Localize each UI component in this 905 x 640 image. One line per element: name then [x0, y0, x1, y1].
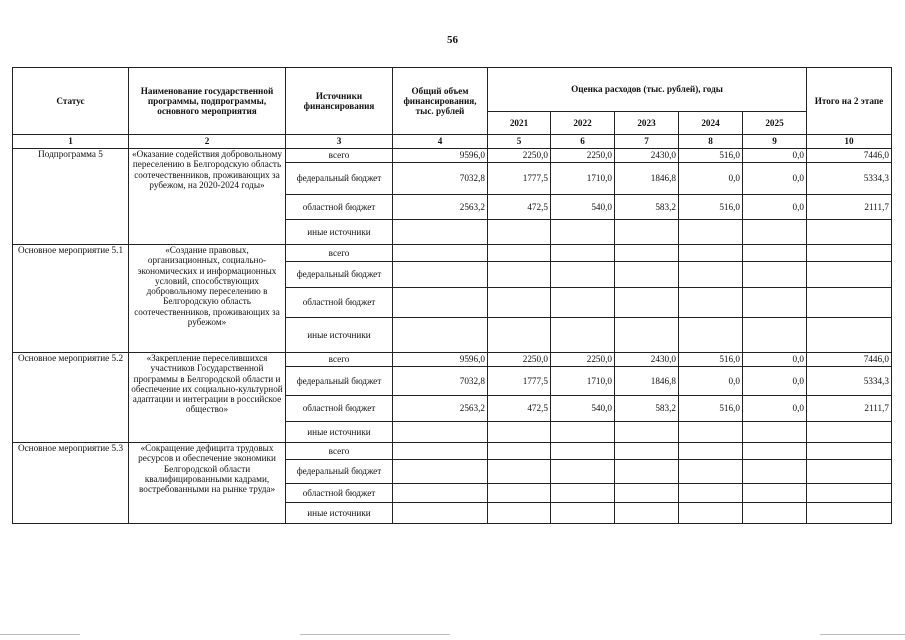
value-cell: 7032,8 — [393, 163, 488, 195]
value-cell — [551, 443, 615, 460]
value-cell: 516,0 — [679, 195, 743, 220]
col-number: 9 — [743, 135, 807, 149]
value-cell — [488, 262, 551, 288]
value-cell — [679, 318, 743, 353]
value-cell — [615, 503, 679, 524]
col-number: 6 — [551, 135, 615, 149]
value-cell: 472,5 — [488, 195, 551, 220]
source-cell: иные источники — [286, 503, 393, 524]
value-cell — [807, 245, 892, 262]
value-cell: 516,0 — [679, 149, 743, 163]
value-cell — [743, 503, 807, 524]
value-cell — [615, 460, 679, 484]
value-cell — [679, 460, 743, 484]
value-cell — [551, 484, 615, 503]
value-cell: 516,0 — [679, 396, 743, 422]
source-cell: иные источники — [286, 422, 393, 443]
value-cell — [488, 422, 551, 443]
source-cell: федеральный бюджет — [286, 460, 393, 484]
value-cell — [807, 318, 892, 353]
value-cell — [393, 443, 488, 460]
header-total-volume: Общий объем финансирования, тыс. рублей — [393, 68, 488, 135]
value-cell — [743, 262, 807, 288]
value-cell — [551, 288, 615, 318]
header-estimate: Оценка расходов (тыс. рублей), годы — [488, 68, 807, 112]
value-cell: 9596,0 — [393, 353, 488, 367]
value-cell: 1710,0 — [551, 367, 615, 396]
value-cell: 0,0 — [743, 149, 807, 163]
value-cell: 2111,7 — [807, 195, 892, 220]
value-cell — [488, 318, 551, 353]
value-cell — [679, 443, 743, 460]
value-cell — [743, 245, 807, 262]
value-cell: 9596,0 — [393, 149, 488, 163]
value-cell: 0,0 — [743, 367, 807, 396]
value-cell: 583,2 — [615, 195, 679, 220]
section-subprogram-5 — [13, 149, 892, 245]
value-cell: 1846,8 — [615, 163, 679, 195]
value-cell — [551, 422, 615, 443]
value-cell — [743, 460, 807, 484]
col-number: 1 — [13, 135, 129, 149]
row-name: «Оказание содействия добровольному переселению в Белгородскую область соотечественников, проживающих за рубежом, на 2020-2024 годы» — [129, 149, 286, 245]
col-number: 8 — [679, 135, 743, 149]
value-cell: 1777,5 — [488, 367, 551, 396]
value-cell: 0,0 — [743, 353, 807, 367]
value-cell — [393, 318, 488, 353]
value-cell — [488, 443, 551, 460]
value-cell — [393, 484, 488, 503]
value-cell — [393, 422, 488, 443]
value-cell: 2563,2 — [393, 396, 488, 422]
value-cell: 0,0 — [743, 195, 807, 220]
scan-edge-right — [820, 634, 905, 635]
value-cell — [393, 220, 488, 245]
value-cell — [551, 460, 615, 484]
section-activity-5-1 — [13, 245, 892, 353]
value-cell — [551, 245, 615, 262]
value-cell — [807, 422, 892, 443]
value-cell — [743, 318, 807, 353]
header-sources: Источники финансирования — [286, 68, 393, 135]
value-cell — [393, 460, 488, 484]
col-number: 2 — [129, 135, 286, 149]
value-cell — [807, 460, 892, 484]
value-cell: 5334,3 — [807, 163, 892, 195]
source-cell: федеральный бюджет — [286, 163, 393, 195]
header-year: 2025 — [743, 112, 807, 135]
value-cell: 7446,0 — [807, 353, 892, 367]
value-cell — [679, 484, 743, 503]
source-cell: всего — [286, 149, 393, 163]
value-cell — [615, 245, 679, 262]
value-cell — [488, 288, 551, 318]
header-status: Статус — [13, 68, 129, 135]
value-cell — [679, 503, 743, 524]
value-cell: 2250,0 — [488, 149, 551, 163]
value-cell — [679, 245, 743, 262]
value-cell — [615, 220, 679, 245]
value-cell: 0,0 — [743, 396, 807, 422]
source-cell: всего — [286, 443, 393, 460]
value-cell: 540,0 — [551, 195, 615, 220]
source-cell: иные источники — [286, 318, 393, 353]
value-cell: 2250,0 — [551, 353, 615, 367]
value-cell — [679, 262, 743, 288]
row-status: Основное мероприятие 5.2 — [13, 353, 129, 443]
header-year: 2023 — [615, 112, 679, 135]
value-cell — [743, 220, 807, 245]
table-row — [13, 353, 892, 367]
col-number: 3 — [286, 135, 393, 149]
value-cell — [807, 220, 892, 245]
value-cell — [393, 288, 488, 318]
row-name: «Сокращение дефицита трудовых ресурсов и обеспечение экономики Белгородской области квалифицированными кадрами, востребованными на рынке труда» — [129, 443, 286, 524]
value-cell: 0,0 — [679, 367, 743, 396]
value-cell — [393, 503, 488, 524]
col-number: 5 — [488, 135, 551, 149]
source-cell: иные источники — [286, 220, 393, 245]
table-row — [13, 443, 892, 460]
source-cell: всего — [286, 353, 393, 367]
header-stage-total: Итого на 2 этапе — [807, 68, 892, 135]
value-cell — [488, 484, 551, 503]
row-status: Основное мероприятие 5.3 — [13, 443, 129, 524]
value-cell — [679, 288, 743, 318]
value-cell: 472,5 — [488, 396, 551, 422]
value-cell — [393, 262, 488, 288]
value-cell — [488, 460, 551, 484]
value-cell: 1777,5 — [488, 163, 551, 195]
value-cell: 2250,0 — [551, 149, 615, 163]
value-cell — [615, 443, 679, 460]
value-cell — [488, 245, 551, 262]
value-cell — [615, 288, 679, 318]
source-cell: федеральный бюджет — [286, 262, 393, 288]
source-cell: всего — [286, 245, 393, 262]
value-cell — [615, 484, 679, 503]
section-activity-5-2 — [13, 353, 892, 443]
table-row — [13, 149, 892, 163]
value-cell — [679, 220, 743, 245]
value-cell — [393, 245, 488, 262]
value-cell: 0,0 — [679, 163, 743, 195]
value-cell — [551, 503, 615, 524]
row-status: Основное мероприятие 5.1 — [13, 245, 129, 353]
header-year: 2021 — [488, 112, 551, 135]
table-row — [13, 245, 892, 262]
budget-table — [12, 67, 892, 524]
value-cell: 1846,8 — [615, 367, 679, 396]
value-cell — [743, 484, 807, 503]
value-cell — [488, 220, 551, 245]
value-cell — [743, 288, 807, 318]
value-cell: 540,0 — [551, 396, 615, 422]
value-cell: 7032,8 — [393, 367, 488, 396]
value-cell: 5334,3 — [807, 367, 892, 396]
col-number: 7 — [615, 135, 679, 149]
source-cell: областной бюджет — [286, 396, 393, 422]
value-cell — [807, 503, 892, 524]
value-cell — [679, 422, 743, 443]
value-cell: 2111,7 — [807, 396, 892, 422]
value-cell: 7446,0 — [807, 149, 892, 163]
value-cell — [807, 484, 892, 503]
value-cell — [743, 422, 807, 443]
row-name: «Закрепление переселившихся участников Государственной программы в Белгородской области и обеспечение их социально-культурной адаптации и интеграции в российское общество» — [129, 353, 286, 443]
value-cell: 0,0 — [743, 163, 807, 195]
value-cell: 2430,0 — [615, 149, 679, 163]
value-cell — [807, 288, 892, 318]
section-activity-5-3 — [13, 443, 892, 524]
value-cell — [743, 443, 807, 460]
scan-edge-center — [300, 634, 450, 635]
value-cell: 2250,0 — [488, 353, 551, 367]
value-cell: 2563,2 — [393, 195, 488, 220]
source-cell: федеральный бюджет — [286, 367, 393, 396]
row-status: Подпрограмма 5 — [13, 149, 129, 245]
value-cell — [615, 318, 679, 353]
value-cell — [615, 422, 679, 443]
header-year: 2022 — [551, 112, 615, 135]
header-name: Наименование государственной программы, подпрограммы, основного мероприятия — [129, 68, 286, 135]
value-cell — [488, 503, 551, 524]
value-cell — [551, 220, 615, 245]
value-cell — [807, 443, 892, 460]
value-cell — [551, 318, 615, 353]
source-cell: областной бюджет — [286, 288, 393, 318]
header-year: 2024 — [679, 112, 743, 135]
col-number: 4 — [393, 135, 488, 149]
col-number: 10 — [807, 135, 892, 149]
value-cell: 1710,0 — [551, 163, 615, 195]
value-cell: 2430,0 — [615, 353, 679, 367]
source-cell: областной бюджет — [286, 195, 393, 220]
value-cell — [551, 262, 615, 288]
scan-edge-left — [0, 634, 80, 635]
source-cell: областной бюджет — [286, 484, 393, 503]
value-cell: 516,0 — [679, 353, 743, 367]
value-cell — [807, 262, 892, 288]
row-name: «Создание правовых, организационных, социально-экономических и информационных условий, способствующих добровольному переселению в Белгородскую область соотечественников, проживающих за рубежом» — [129, 245, 286, 353]
value-cell — [615, 262, 679, 288]
value-cell: 583,2 — [615, 396, 679, 422]
page-number: 56 — [447, 34, 458, 46]
